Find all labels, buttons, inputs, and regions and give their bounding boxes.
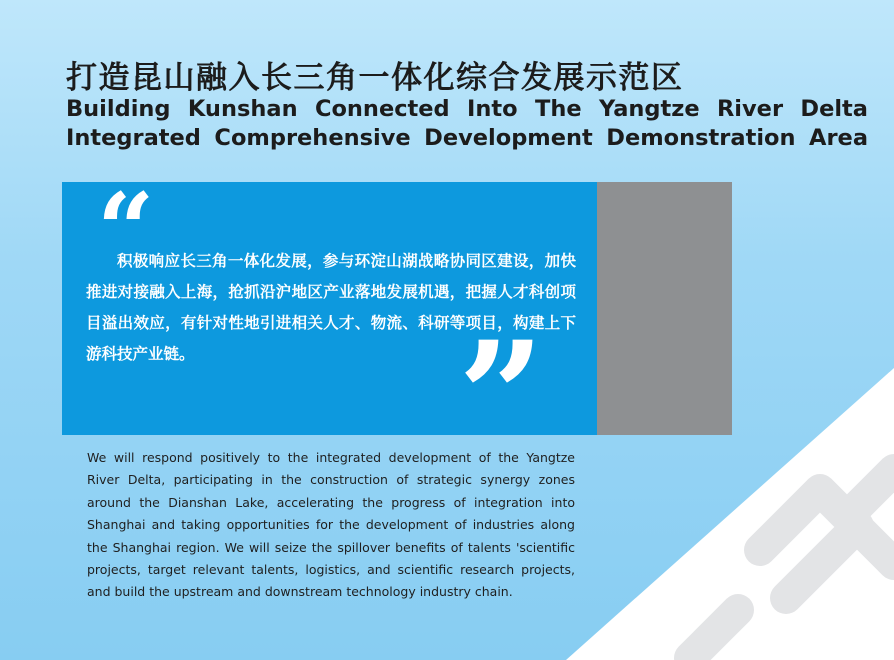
english-body-paragraph: We will respond positively to the integrated development of the Yangtze River Delta, participating in the construction of strategic synergy zones around the Dianshan Lake, accelerating the progress of integration into Shanghai and taking opportunities for the development of industries along the Shanghai region. We will seize the spillover benefits of talents 'scientific projects, target relevant talents, logistics, and scientific research projects, and build the upstream and downstream technology industry chain. bbox=[87, 450, 575, 600]
gray-accent-panel bbox=[597, 182, 732, 435]
quote-text: 积极响应长三角一体化发展，参与环淀山湖战略协同区建设，加快推进对接融入上海，抢抓沿沪地区产业落地发展机遇，把握人才科创项目溢出效应，有针对性地引进相关人才、物流、科研等项目，构建上下游科技产业链。 bbox=[86, 252, 576, 363]
page-title-chinese: 打造昆山融入长三角一体化综合发展示范区 bbox=[66, 60, 684, 96]
page-title-english-line-1: Building Kunshan Connected Into The Yangtze River Delta bbox=[66, 96, 868, 122]
page-title-english bbox=[66, 95, 868, 153]
close-quote-icon: ” bbox=[458, 309, 545, 485]
page-title-english-line-2: Integrated Comprehensive Development Demonstration Area bbox=[66, 125, 868, 151]
open-quote-icon: “ bbox=[97, 171, 155, 289]
